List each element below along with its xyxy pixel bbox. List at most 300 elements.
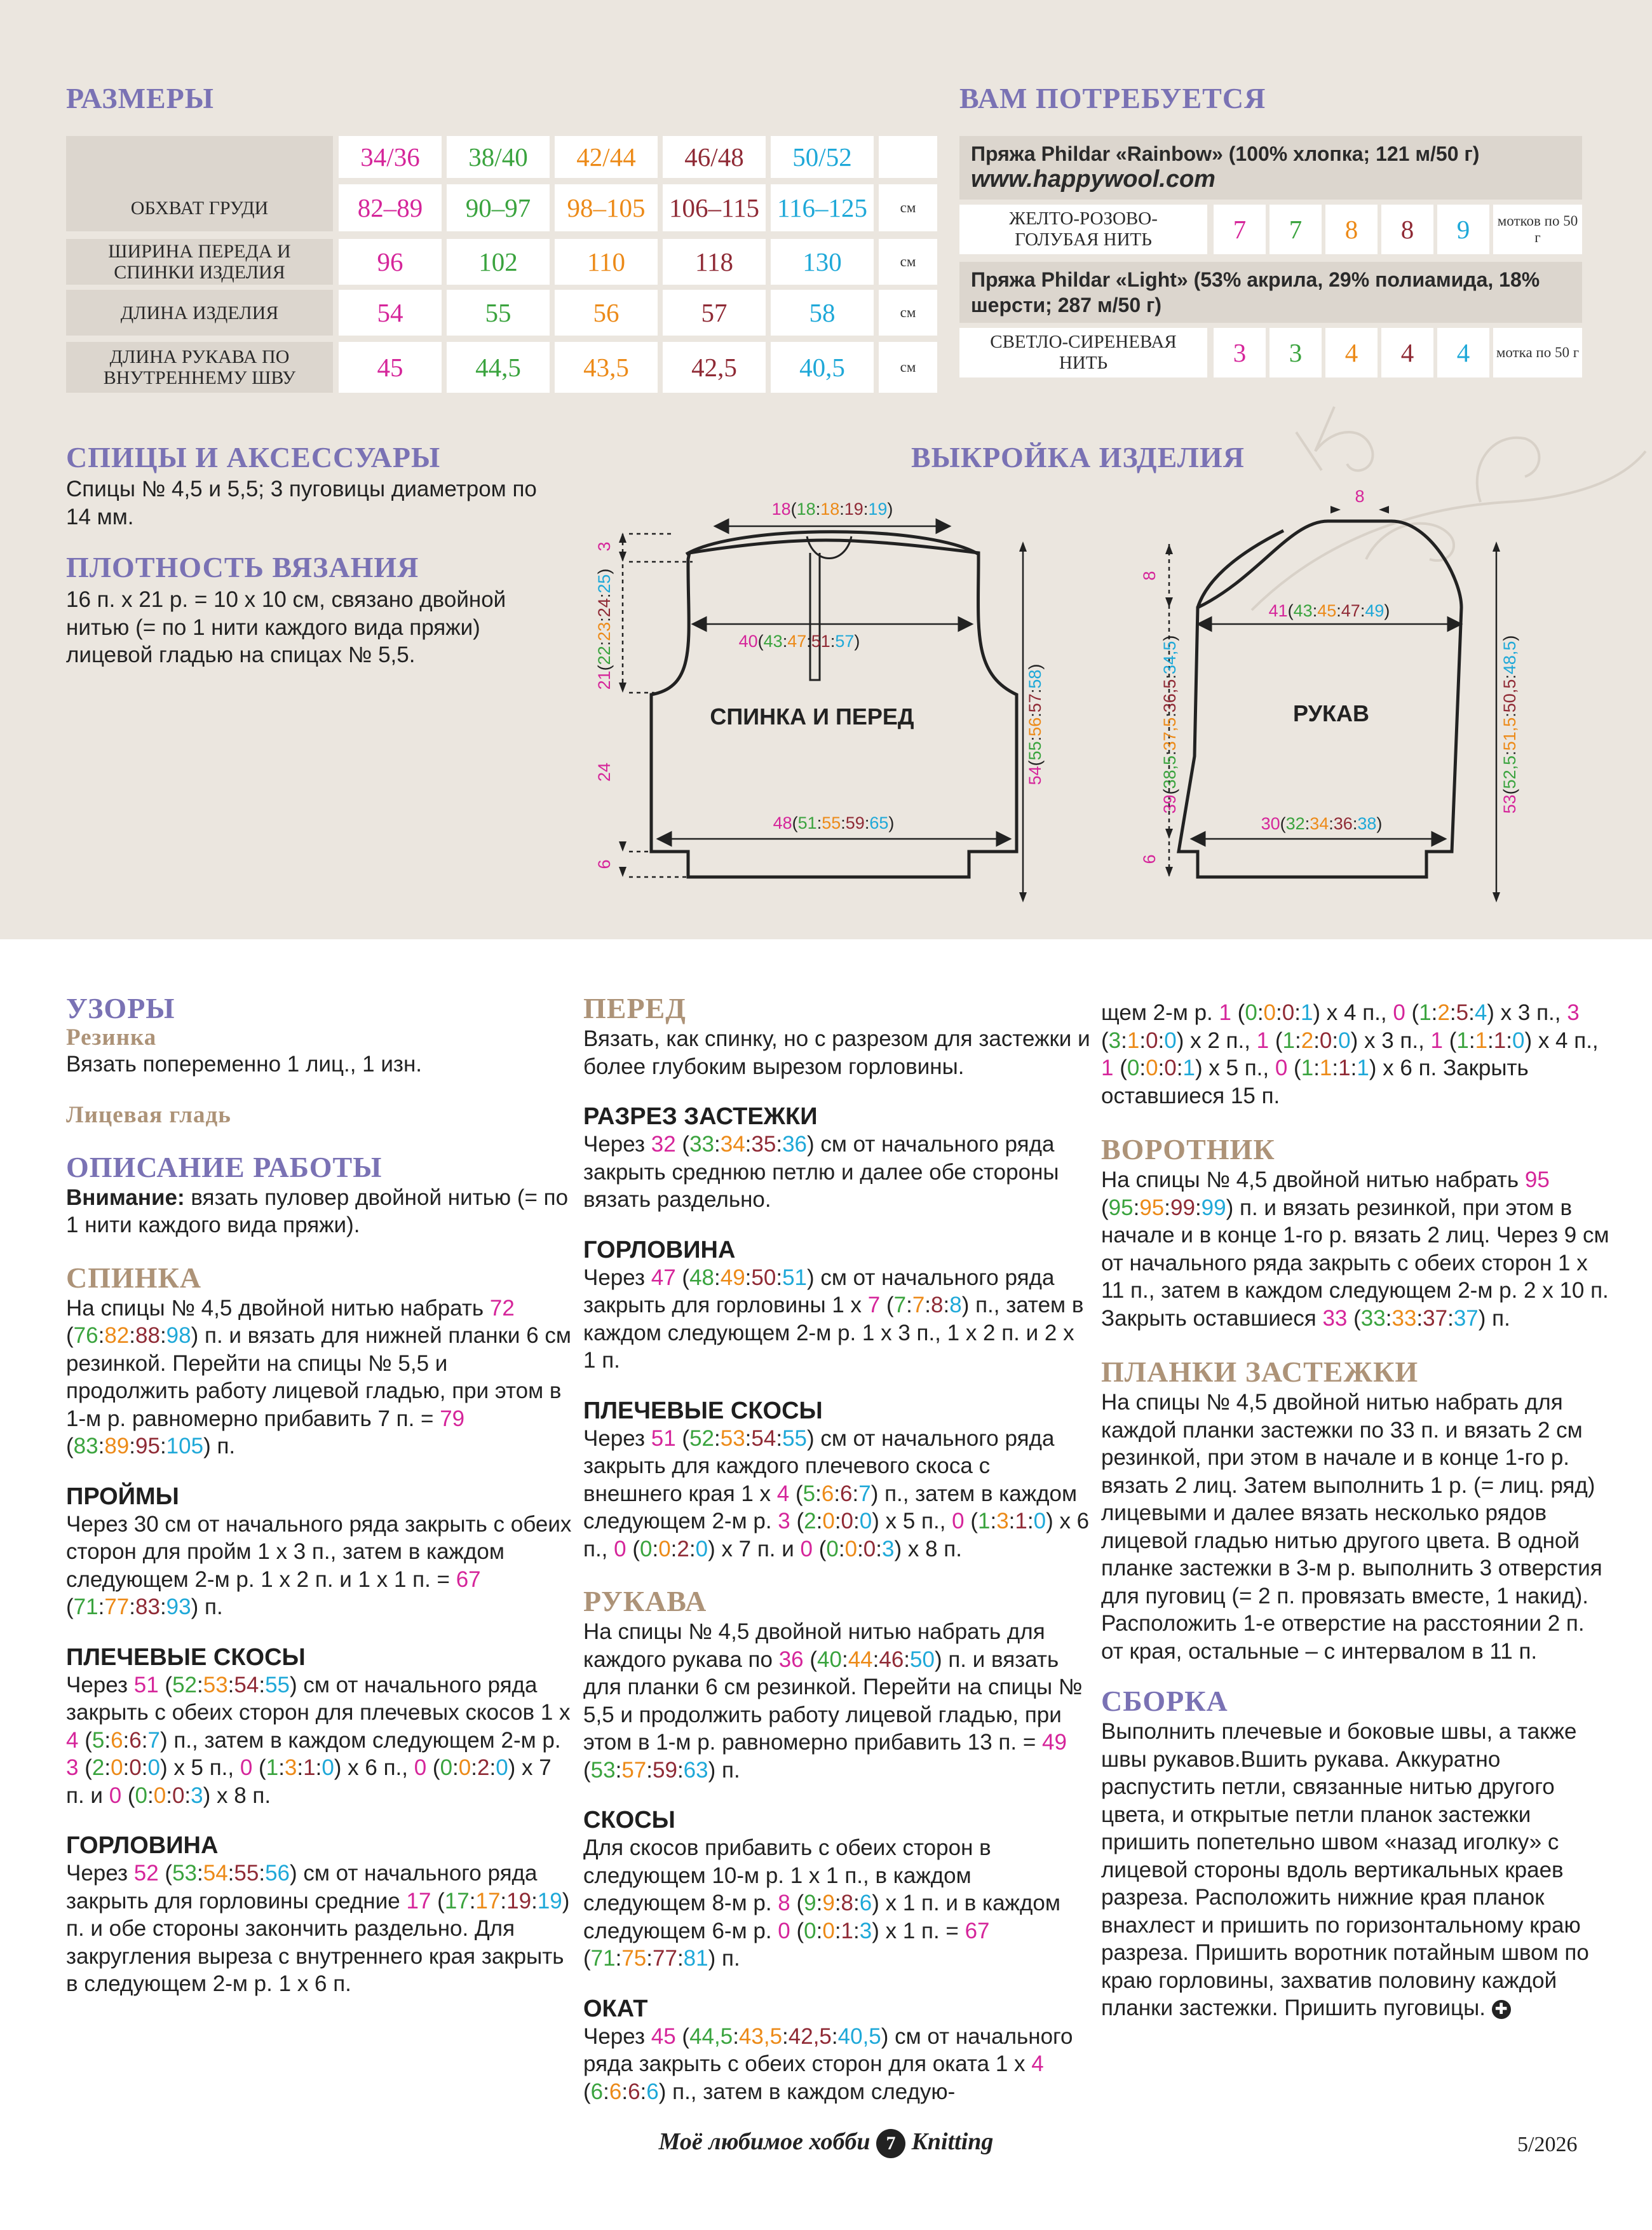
rib-title: Резинка	[66, 1024, 157, 1050]
text-segment: :	[816, 1891, 823, 1915]
tools-text: Спицы № 4,5 и 5,5; 3 пуговицы диаметром по 14 мм.	[66, 477, 537, 529]
text-segment: 37	[1453, 1305, 1479, 1331]
text-segment: (	[1231, 1000, 1245, 1025]
text-segment: 32	[651, 1132, 676, 1157]
text-segment: 0	[1164, 1028, 1177, 1053]
rib-text: Вязать попеременно 1 лиц., 1 изн.	[66, 1052, 422, 1077]
text-segment: (	[583, 2079, 591, 2104]
text-segment: :	[689, 1536, 696, 1561]
text-segment: 36	[782, 1132, 808, 1157]
text-segment: :	[1139, 1056, 1146, 1080]
text-segment: :	[776, 1132, 783, 1157]
text-segment: :	[652, 1536, 659, 1561]
yarn-amount: 7	[1214, 205, 1266, 254]
text-segment: 89	[104, 1434, 130, 1458]
text-segment: 3	[1108, 1028, 1121, 1053]
text-segment: :	[904, 1647, 911, 1672]
text-segment: :	[259, 1861, 266, 1886]
patterns-title: УЗОРЫ	[66, 992, 175, 1024]
text-segment: 77	[653, 1946, 677, 1971]
text-segment: 95	[1524, 1167, 1550, 1192]
front-title: ПЕРЕД	[583, 992, 686, 1024]
text-segment: :	[123, 1727, 130, 1753]
text-segment: 71	[590, 1946, 616, 1971]
text-segment: 54	[234, 1672, 259, 1697]
size-value: 130	[771, 239, 874, 285]
text-segment: (	[583, 1757, 591, 1783]
text-segment: 83	[73, 1434, 98, 1458]
magazine-name: Моё любимое хобби	[658, 2128, 870, 2155]
text-segment: 99	[1170, 1195, 1195, 1220]
text-segment: 55	[782, 1425, 808, 1451]
text-segment: ) см от начального ряда закрыть с обеих сторон для оката 1 х	[583, 2023, 1073, 2076]
text-segment: 17	[406, 1888, 431, 1914]
text-segment: 6	[111, 1727, 123, 1753]
text-segment: 42,5	[788, 2023, 832, 2049]
text-segment: :	[816, 1918, 823, 1943]
size-header: 34/36	[339, 136, 442, 178]
text-segment: :	[141, 1755, 148, 1780]
front-shoulder-text	[583, 1425, 1092, 1563]
dimension-label: 21(22:23:24:25)	[595, 568, 614, 690]
text-segment: 0	[440, 1755, 453, 1780]
text-segment: 6	[129, 1727, 142, 1753]
text-segment: 76	[73, 1323, 98, 1348]
sleeves-text	[583, 1618, 1092, 1784]
text-segment: 54	[203, 1861, 228, 1886]
text-segment: 0	[1393, 1000, 1405, 1025]
text-segment: 0	[1282, 1000, 1295, 1025]
text-segment: :	[1487, 1028, 1494, 1053]
size-unit: см	[879, 290, 937, 336]
yarn-amount: 3	[1269, 328, 1322, 377]
text-segment: (	[1101, 1195, 1109, 1220]
text-segment: :	[1313, 1028, 1320, 1053]
text-segment: :	[603, 2079, 609, 2104]
back-shoulder-title: ПЛЕЧЕВЫЕ СКОСЫ	[66, 1643, 306, 1671]
text-segment: Для скосов прибавить с обеих сторон в следующем 10-м р. 1 х 1 п., в каждом следующем 8-м р.	[583, 1835, 991, 1915]
text-segment: :	[159, 1594, 166, 1619]
text-segment: (	[675, 2023, 690, 2049]
text-segment: 75	[621, 1946, 647, 1971]
text-segment: 6	[859, 1891, 872, 1915]
text-segment: 48	[689, 1265, 714, 1290]
text-segment: На спицы № 4,5 двойной нитью набрать	[66, 1295, 490, 1321]
text-segment: 0	[822, 1918, 835, 1943]
text-segment: (	[1269, 1028, 1283, 1053]
text-segment: 1	[1493, 1028, 1506, 1053]
text-segment: 98	[166, 1323, 191, 1348]
text-segment: 1	[1338, 1056, 1351, 1080]
text-segment: ) х 6 п. Закрыть оставшиеся 15 п.	[1101, 1056, 1529, 1108]
slit-title: РАЗРЕЗ ЗАСТЕЖКИ	[583, 1103, 818, 1130]
size-value: 40,5	[771, 342, 874, 393]
slit-text	[583, 1131, 1092, 1214]
text-segment: :	[1313, 1056, 1320, 1080]
text-segment: 77	[104, 1594, 130, 1619]
text-segment: 33	[689, 1132, 714, 1157]
dimension-label: 18(18:18:19:19)	[771, 500, 893, 519]
size-value: 106–115	[663, 184, 766, 231]
tools-title: СПИЦЫ И АКСЕССУАРЫ	[66, 441, 441, 473]
text-segment: 83	[135, 1594, 160, 1619]
text-segment: ) см от начального ряда закрыть для горловины 1 х	[583, 1265, 1055, 1317]
text-segment: :	[278, 1755, 285, 1780]
text-segment: ) х 3 п.,	[1350, 1028, 1431, 1053]
text-segment: :	[745, 1425, 752, 1451]
stst-title: Лицевая гладь	[66, 1101, 231, 1128]
text-segment: ) х 1 п. и в каждом следующем 6-м р.	[583, 1891, 1060, 1943]
text-segment: ) х 2 п.,	[1176, 1028, 1257, 1053]
size-header: 38/40	[447, 136, 550, 178]
text-segment: :	[990, 1509, 997, 1533]
text-segment: 0	[859, 1509, 872, 1533]
text-segment: :	[1332, 1056, 1339, 1080]
text-segment: 51	[133, 1672, 159, 1697]
text-segment: :	[1350, 1056, 1357, 1080]
text-segment: :	[872, 1647, 879, 1672]
text-segment: (	[626, 1536, 640, 1561]
text-segment: 2	[804, 1509, 816, 1533]
text-segment: (	[789, 1481, 803, 1506]
text-segment: 2	[91, 1755, 105, 1780]
text-segment: ) х 6 п.,	[334, 1755, 414, 1780]
brand-name: Knitting	[911, 2128, 994, 2155]
text-segment: 1	[1300, 1000, 1313, 1025]
text-segment: 52	[689, 1425, 714, 1451]
text-segment: :	[1158, 1056, 1165, 1080]
yarn-amount: 8	[1325, 205, 1378, 254]
size-row-label: ДЛИНА ИЗДЕЛИЯ	[66, 290, 333, 336]
dimension-label: 39(38,5:37,5:36,5:34,5)	[1160, 635, 1179, 814]
text-segment: :	[1121, 1028, 1127, 1053]
text-segment: 17	[475, 1888, 501, 1914]
text-segment: ) х 5 п.,	[1195, 1056, 1275, 1080]
text-segment: 37	[1423, 1305, 1448, 1331]
increases-title: СКОСЫ	[583, 1807, 675, 1833]
text-segment: 2	[1301, 1028, 1314, 1053]
cap-text-continued	[1101, 999, 1609, 1110]
text-segment: :	[129, 1323, 135, 1348]
footer-brand	[0, 2128, 1652, 2158]
text-segment: :	[745, 1265, 752, 1290]
text-segment: :	[943, 1293, 950, 1317]
text-segment: (	[813, 1536, 827, 1561]
yarn-url: www.happywool.com	[971, 166, 1215, 193]
armhole-text	[66, 1511, 574, 1621]
text-segment: Через 30 см от начального ряда закрыть с обеих сторон для пройм 1 х 3 п., затем в каждом следующем 2-м р. 1 х 2 п. и 1 х 1 п. =	[66, 1511, 572, 1592]
front-shoulder-title: ПЛЕЧЕВЫЕ СКОСЫ	[583, 1397, 823, 1424]
text-segment: ) п.	[708, 1757, 740, 1783]
text-segment: 0	[1512, 1028, 1525, 1053]
back-shoulder-text	[66, 1671, 574, 1810]
text-segment: 0	[147, 1755, 160, 1780]
text-segment: 105	[166, 1434, 204, 1458]
text-segment: (	[66, 1323, 74, 1348]
size-value: 116–125	[771, 184, 874, 231]
text-segment: (	[78, 1755, 92, 1780]
text-segment: ) х 4 п.,	[1313, 1000, 1393, 1025]
end-icon: ✚	[1492, 2000, 1511, 2019]
text-segment: 9	[804, 1891, 816, 1915]
text-segment: 93	[166, 1594, 191, 1619]
text-segment: ) п. и вязать резинкой, при этом в начале и в конце 1-го р. вязать 2 лиц. Через 9 см от начального ряда закрыть с обеих сторон 1 х 11 п., затем в каждом следующем 2-м р. 2 х 10 п. Закрыть оставшиеся	[1101, 1195, 1609, 1331]
text-segment: 0	[841, 1509, 854, 1533]
text-segment: 6	[609, 2079, 622, 2104]
text-segment: 1	[1456, 1028, 1469, 1053]
text-segment: ) п., затем в каждом следующем 2-м р.	[159, 1727, 561, 1753]
text-segment: 33	[1360, 1305, 1386, 1331]
text-segment: Через	[583, 2023, 651, 2049]
text-segment: 1	[1182, 1056, 1195, 1080]
text-segment: 0	[804, 1918, 816, 1943]
back-neck-title: ГОРЛОВИНА	[66, 1832, 219, 1859]
text-segment: :	[714, 1265, 721, 1290]
dimension-label: 8	[1355, 487, 1365, 506]
text-segment: 44	[848, 1647, 873, 1672]
yarn-amount: 3	[1214, 328, 1266, 377]
text-segment: :	[1385, 1305, 1392, 1331]
text-segment: :	[1257, 1000, 1264, 1025]
text-segment: 4	[1474, 1000, 1487, 1025]
text-segment: :	[834, 1509, 841, 1533]
text-segment: 1	[266, 1755, 279, 1780]
text-segment: 0	[240, 1755, 253, 1780]
size-value: 57	[663, 290, 766, 336]
text-segment: (	[252, 1755, 266, 1780]
text-segment: :	[853, 1509, 860, 1533]
text-segment: 1	[1282, 1028, 1295, 1053]
dimension-label: 24	[595, 762, 614, 782]
text-segment: ) х 8 п.	[894, 1536, 962, 1561]
text-segment: :	[129, 1434, 135, 1458]
dimension-label: 3	[595, 541, 614, 552]
text-segment: ) п. и обе стороны закончить раздельно. Для закругления выреза с внутреннего края закрыть в следующем 2-м р. 1 х 6 п.	[66, 1888, 570, 1996]
text-segment: :	[838, 1536, 845, 1561]
text-segment: :	[104, 1755, 111, 1780]
text-segment: (	[964, 1509, 978, 1533]
text-segment: 0	[1245, 1000, 1257, 1025]
text-segment: 5	[91, 1727, 105, 1753]
text-segment: ) п., затем в каждом следую-	[658, 2079, 956, 2104]
column-1	[66, 991, 574, 1998]
text-segment: :	[670, 1536, 677, 1561]
text-segment: :	[141, 1727, 148, 1753]
text-segment: ) х 7 п. и	[66, 1755, 552, 1808]
text-segment: :	[452, 1755, 459, 1780]
text-segment: ) х 7 п. и	[708, 1536, 801, 1561]
text-segment: :	[227, 1861, 234, 1886]
size-header: 42/44	[555, 136, 658, 178]
text-segment: 19	[537, 1888, 562, 1914]
size-row-label: ШИРИНА ПЕРЕДА И СПИНКИ ИЗДЕЛИЯ	[66, 239, 333, 285]
text-segment: 0	[135, 1783, 148, 1808]
size-unit: см	[879, 239, 937, 285]
text-segment: :	[1133, 1195, 1140, 1220]
text-segment: :	[471, 1755, 477, 1780]
text-segment: 56	[265, 1861, 290, 1886]
text-segment: 2	[1437, 1000, 1450, 1025]
dimension-label: 30(32:34:36:38)	[1261, 814, 1383, 833]
text-segment: (	[1101, 1028, 1109, 1053]
text-segment: :	[489, 1755, 496, 1780]
dimension-label: 6	[595, 859, 614, 869]
issue-number: 5/2026	[1517, 2133, 1578, 2156]
text-segment: ) см от начального ряда закрыть с обеих сторон для плечевых скосов 1 х	[66, 1672, 571, 1725]
text-segment: 0	[778, 1918, 790, 1943]
text-segment: (	[1442, 1028, 1457, 1053]
size-value: 58	[771, 290, 874, 336]
text-segment: ) п. и вязать для нижней планки 6 см резинкой. Перейти на спицы № 5,5 и продолжить работу лицевой гладью, при этом в 1-м р. равномерно прибавить 7 п. =	[66, 1323, 571, 1431]
size-value: 118	[663, 239, 766, 285]
text-segment: :	[1506, 1028, 1512, 1053]
text-segment: ) п.	[1478, 1305, 1510, 1331]
text-segment: 6	[628, 2079, 640, 2104]
text-segment: :	[776, 1265, 783, 1290]
text-segment: 53	[203, 1672, 228, 1697]
text-segment: 6	[646, 2079, 659, 2104]
text-segment: :	[776, 1425, 783, 1451]
back-neck-text	[66, 1859, 574, 1998]
body-label: СПИНКА И ПЕРЕД	[710, 704, 914, 730]
front-text: Вязать, как спинку, но с разрезом для застежки и более глубоким вырезом горловины.	[583, 1026, 1090, 1079]
text-segment: (	[66, 1434, 74, 1458]
text-segment: 6	[590, 2079, 604, 2104]
text-segment: 4	[776, 1481, 790, 1506]
text-segment: 88	[135, 1323, 160, 1348]
text-segment: 1	[1127, 1028, 1140, 1053]
text-segment: 0	[1263, 1000, 1276, 1025]
text-segment: 3	[1567, 1000, 1580, 1025]
text-segment: (	[431, 1888, 445, 1914]
text-segment: :	[733, 2023, 739, 2049]
text-segment: ) п., затем в каждом следующем 2-м р. 1 х 3 п., 1 х 2 п. и 2 х 1 п.	[583, 1293, 1084, 1373]
text-segment: 6	[840, 1481, 853, 1506]
text-segment: (	[1113, 1056, 1127, 1080]
assembly-body: Выполнить плечевые и боковые швы, а также швы рукавов.Вшить рукава. Аккуратно распустить петли, связанные нитью другого цвета, и открытые петли планок застежки пришить попетельно швом «назад иголку» с лицевой стороны вдоль вертикальных краев разреза. Расположить нижние края планок внахлест и пришить по горизонтальному краю разреза. Пришить воротник потайным швом по краю горловины, захватив половину каждой планки застежки. Пришить пуговицы.	[1101, 1719, 1589, 2020]
text-segment: 51	[651, 1425, 676, 1451]
text-segment: ) п. и вязать для планки 6 см резинкой. Перейти на спицы № 5,5 и продолжить работу лицевой гладью, при этом в 1-м р. равномерно прибавить 13 п. =	[583, 1647, 1083, 1755]
text-segment: (	[803, 1647, 818, 1672]
text-segment: 1	[1475, 1028, 1488, 1053]
text-segment: ) х 5 п.,	[872, 1509, 952, 1533]
text-segment: 63	[683, 1757, 708, 1783]
text-segment: 1	[1430, 1028, 1443, 1053]
text-segment: 0	[1033, 1509, 1046, 1533]
assembly-title: СБОРКА	[1101, 1685, 1228, 1717]
text-segment: Через	[583, 1265, 651, 1290]
size-row-label: ДЛИНА РУКАВА ПО ВНУТРЕННЕМУ ШВУ	[66, 342, 333, 393]
text-segment: ) см от начального ряда закрыть для каждого плечевого скоса с внешнего края 1 х	[583, 1425, 1055, 1506]
yarn-amount: 9	[1437, 205, 1489, 254]
text-segment: 0	[863, 1536, 876, 1561]
yarn-amount: 8	[1381, 205, 1433, 254]
text-segment: :	[615, 1946, 622, 1971]
text-segment: 57	[621, 1757, 647, 1783]
size-unit: см	[879, 342, 937, 393]
yarn-amount: 4	[1381, 328, 1433, 377]
text-segment: :	[315, 1755, 322, 1780]
text-segment: 0	[1127, 1056, 1140, 1080]
text-segment: 79	[440, 1406, 465, 1431]
text-segment: 0	[153, 1783, 166, 1808]
unit-header	[879, 136, 937, 178]
sleeves-title: РУКАВА	[583, 1585, 707, 1617]
text-segment: :	[259, 1672, 266, 1697]
text-segment: 95	[1139, 1195, 1165, 1220]
text-segment: :	[469, 1888, 476, 1914]
dimension-label: 8	[1140, 571, 1159, 581]
text-segment: 8	[778, 1891, 790, 1915]
text-segment: 4	[66, 1727, 79, 1753]
bands-text: На спицы № 4,5 двойной нитью набрать для каждой планки застежки по 33 п. и вязать 2 см резинкой, при этом в начале и в конце 1-го р. вязать 2 лиц. Затем выполнить 1 р. (= лиц. ряд) лицевыми и далее вязать несколько рядов лицевой гладью нитью другого цвета. В одной планке застежки в 3-м р. выполнить 3 отверстия для пуговиц (= 2 п. провязать вместе, 1 накид). Расположить 1-е отверстие на расстоянии 2 п. от края, остальные – с интервалом в 11 п.	[1101, 1390, 1602, 1664]
yarn1-box	[959, 136, 1582, 200]
text-segment: Через	[66, 1861, 134, 1886]
size-value: 44,5	[447, 342, 550, 393]
text-segment: 72	[489, 1295, 515, 1321]
text-segment: :	[834, 1918, 841, 1943]
text-segment: :	[677, 1946, 684, 1971]
text-segment: :	[621, 2079, 628, 2104]
text-segment: 0	[800, 1536, 813, 1561]
text-segment: 0	[458, 1755, 471, 1780]
text-segment: 0	[322, 1755, 334, 1780]
text-segment: :	[98, 1323, 105, 1348]
text-segment: 0	[614, 1536, 626, 1561]
size-value: 56	[555, 290, 658, 336]
text-segment: 0	[1338, 1028, 1351, 1053]
text-segment: 54	[751, 1425, 776, 1451]
text-segment: (	[78, 1727, 92, 1753]
text-segment: 8	[949, 1293, 962, 1317]
text-segment: 55	[234, 1861, 259, 1886]
text-segment: :	[1008, 1509, 1015, 1533]
text-segment: (	[66, 1594, 74, 1619]
text-segment: 95	[1108, 1195, 1134, 1220]
size-value: 96	[339, 239, 442, 285]
dimension-label: 53(52,5:51,5:50,5:48,5)	[1500, 635, 1519, 814]
text-segment: (	[675, 1425, 690, 1451]
text-segment: 1	[1101, 1056, 1114, 1080]
size-header: 46/48	[663, 136, 766, 178]
text-segment: :	[147, 1783, 154, 1808]
text-segment: 7	[858, 1481, 871, 1506]
text-segment: 0	[695, 1536, 708, 1561]
text-segment: 40,5	[837, 2023, 881, 2049]
text-segment: :	[853, 1891, 860, 1915]
text-segment: :	[500, 1888, 507, 1914]
pattern-title: ВЫКРОЙКА ИЗДЕЛИЯ	[911, 441, 1245, 473]
text-segment: 53	[172, 1861, 197, 1886]
text-segment: :	[197, 1861, 203, 1886]
yarn2-box	[959, 262, 1582, 323]
text-segment: 3	[284, 1755, 297, 1780]
text-segment: :	[184, 1783, 191, 1808]
yarn-amount: 7	[1269, 205, 1322, 254]
schematic-diagram	[572, 483, 1538, 928]
column-2	[583, 991, 1092, 2105]
text-segment: На спицы № 4,5 двойной нитью набрать для каждого рукава по	[583, 1619, 1045, 1672]
text-segment: ) см от начального ряда закрыть среднюю петлю и далее обе стороны вязать раздельно.	[583, 1132, 1059, 1212]
attention-label: Внимание:	[66, 1185, 185, 1210]
text-segment: :	[1431, 1000, 1438, 1025]
page-number-badge: 7	[876, 2129, 905, 2158]
text-segment: :	[1276, 1000, 1282, 1025]
text-segment: 0	[658, 1536, 671, 1561]
text-segment: :	[1416, 1305, 1423, 1331]
text-segment: 3	[66, 1755, 79, 1780]
text-segment: :	[1332, 1028, 1339, 1053]
